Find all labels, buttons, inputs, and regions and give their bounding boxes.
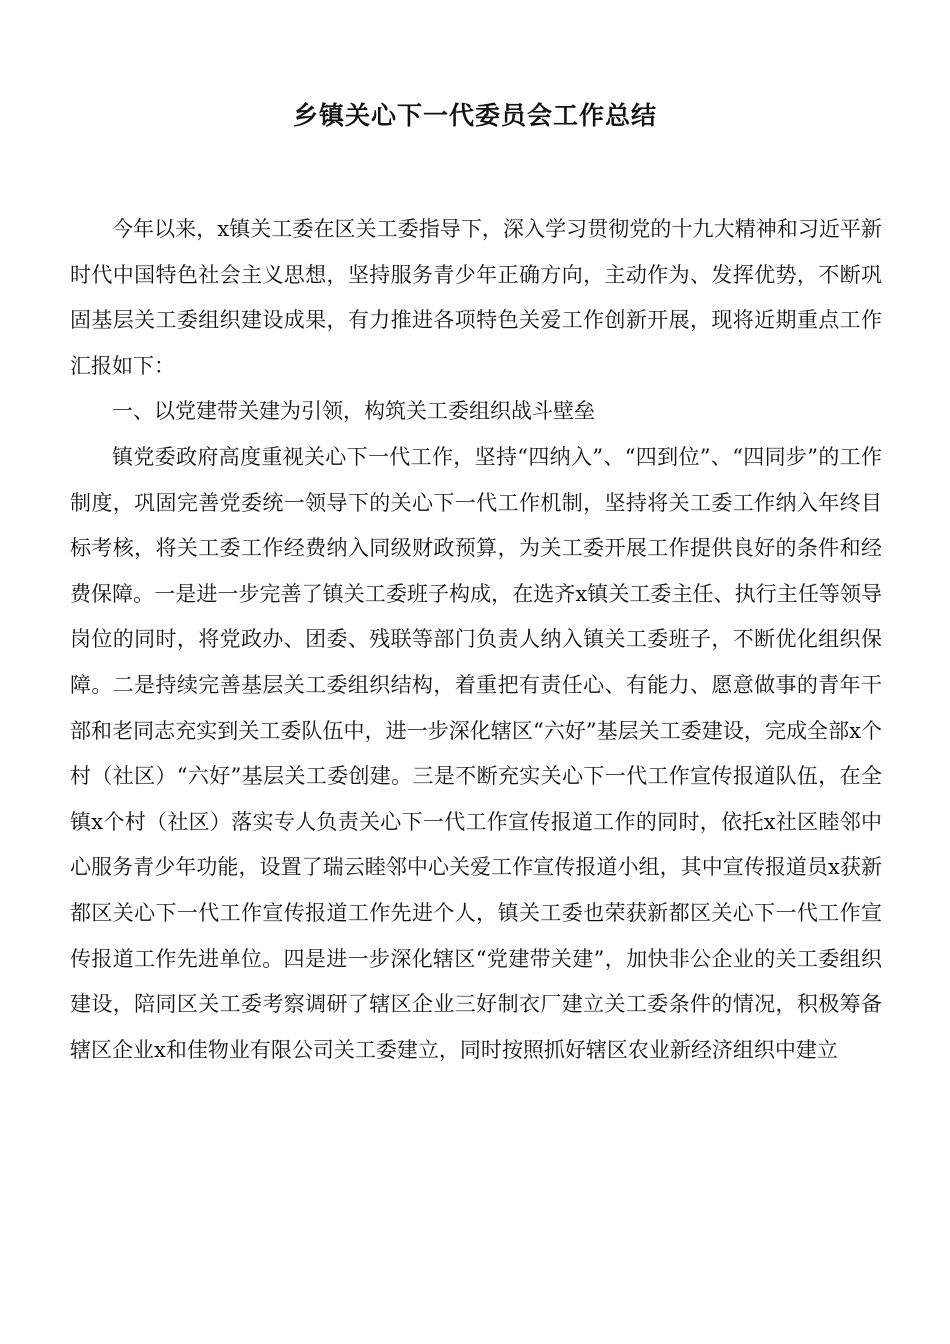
- section-heading-1: 一、以党建带关建为引领，构筑关工委组织战斗壁垒: [112, 399, 595, 424]
- document-body: [70, 207, 882, 1073]
- paragraph-intro: 今年以来，x镇关工委在区关工委指导下，深入学习贯彻党的十九大精神和习近平新时代中国特色社会主义思想，坚持服务青少年正确方向，主动作为、发挥优势，不断巩固基层关工委组织建设成果，有力推进各项特色关爱工作创新开展，现将近期重点工作汇报如下：: [70, 217, 882, 378]
- document-title: 乡镇关心下一代委员会工作总结: [292, 101, 657, 130]
- paragraph-section-1: 镇党委政府高度重视关心下一代工作，坚持“四纳入”、“四到位”、“四同步”的工作制度，巩固完善党委统一领导下的关心下一代工作机制，坚持将关工委工作纳入年终目标考核，将关工委工作经费纳入同级财政预算，为关工委开展工作提供良好的条件和经费保障。一是进一步完善了镇关工委班子构成，在选齐x镇关工委主任、执行主任等领导岗位的同时，将党政办、团委、残联等部门负责人纳入镇关工委班子，不断优化组织保障。二是持续完善基层关工委组织结构，着重把有责任心、有能力、愿意做事的青年干部和老同志充实到关工委队伍中，进一步深化辖区“六好”基层关工委建设，完成全部x个村（社区）“六好”基层关工委创建。三是不断充实关心下一代工作宣传报道队伍，在全镇x个村（社区）落实专人负责关心下一代工作宣传报道工作的同时，依托x社区睦邻中心服务青少年功能，设置了瑞云睦邻中心关爱工作宣传报道小组，其中宣传报道员x获新都区关心下一代工作宣传报道工作先进个人，镇关工委也荣获新都区关心下一代工作宣传报道工作先进单位。四是进一步深化辖区“党建带关建”，加快非公企业的关工委组织建设，陪同区关工委考察调研了辖区企业三好制衣厂建立关工委条件的情况，积极筹备辖区企业x和佳物业有限公司关工委建立，同时按照抓好辖区农业新经济组织中建立: [70, 444, 882, 1062]
